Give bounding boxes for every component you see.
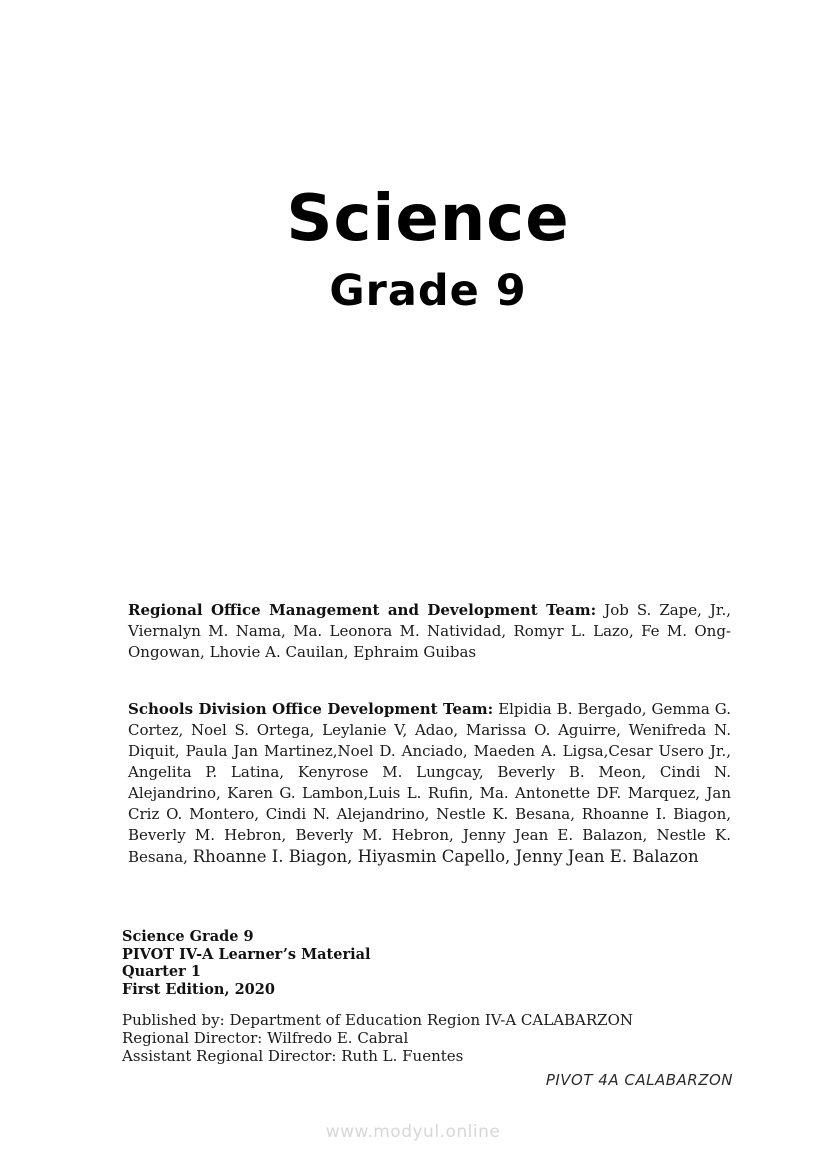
title-block	[30, 182, 826, 316]
document-subtitle: Grade 9	[329, 266, 527, 316]
document-title: Science	[286, 182, 570, 256]
assistant-director-line: Assistant Regional Director: Ruth L. Fuentes	[122, 1047, 464, 1065]
edition-year-line: First Edition, 2020	[122, 980, 275, 998]
edition-title-line: Science Grade 9	[122, 928, 254, 945]
edition-quarter-line: Quarter 1	[122, 963, 201, 980]
regional-director-line: Regional Director: Wilfredo E. Cabral	[122, 1029, 409, 1047]
regional-team-label: Regional Office Management and Development Team:	[128, 601, 597, 619]
watermark-text: www.modyul.online	[325, 1122, 501, 1142]
division-team-paragraph	[128, 699, 731, 868]
publisher-block	[122, 1011, 633, 1065]
edition-info-block	[122, 928, 371, 998]
division-team-names: Elpidia B. Bergado, Gemma G. Cortez, Noel S. Ortega, Leylanie V, Adao, Marissa O. Aguirre, Wenifreda N. Diquit, Paula Jan Martinez,Noel D. Anciado, Maeden A. Ligsa,Cesar Usero Jr., Angelita P. Latina, Kenyrose M. Lungcay, Beverly B. Meon, Cindi N. Alejandrino, Karen G. Lambon,Luis L. Rufin, Ma. Antonette DF. Marquez, Jan Criz O. Montero, Cindi N. Alejandrino, Nestle K. Besana, Rhoanne I. Biagon, Beverly M. Hebron, Beverly M. Hebron, Jenny Jean E. Balazon, Nestle K. Besana,	[128, 700, 731, 866]
pivot-brand-text: PIVOT 4A CALABARZON	[545, 1071, 733, 1089]
regional-team-paragraph	[128, 600, 731, 663]
regional-team-names: Job S. Zape, Jr., Viernalyn M. Nama, Ma. Leonora M. Natividad, Romyr L. Lazo, Fe M. Ong-Ongowan, Lhovie A. Cauilan, Ephraim Guibas	[128, 601, 731, 661]
published-by-line: Published by: Department of Education Region IV-A CALABARZON	[122, 1011, 634, 1029]
division-team-label: Schools Division Office Development Team:	[128, 700, 494, 718]
division-team-names-emphasis: Rhoanne I. Biagon, Hiyasmin Capello, Jenny Jean E. Balazon	[192, 847, 699, 866]
edition-material-line: PIVOT IV-A Learner’s Material	[122, 945, 371, 963]
